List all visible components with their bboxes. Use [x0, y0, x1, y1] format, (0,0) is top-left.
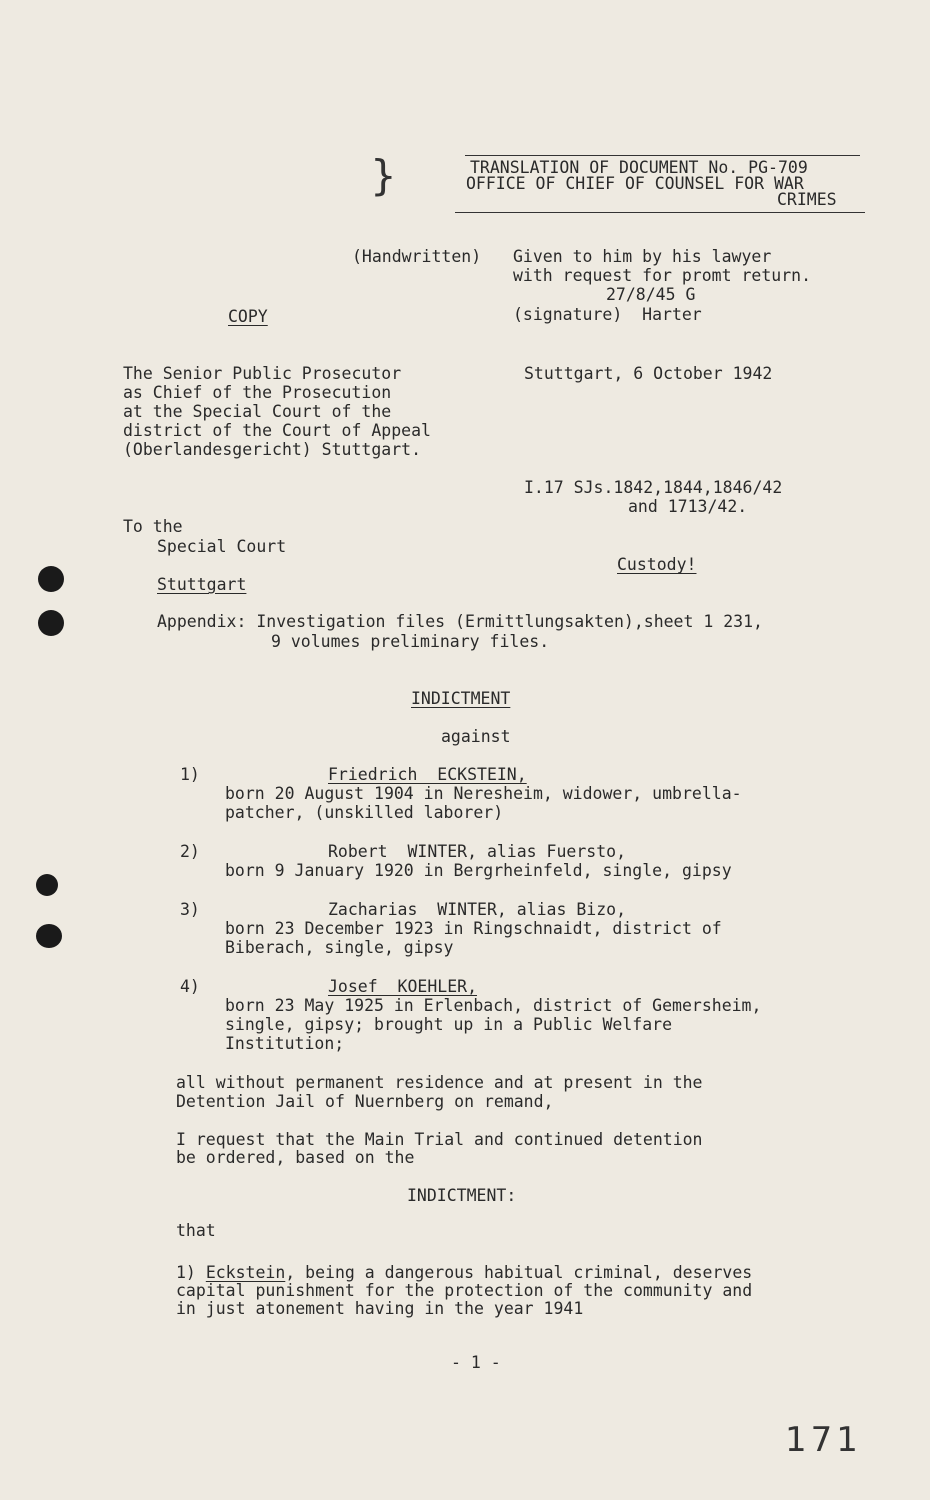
defendant-4-line-1: born 23 May 1925 in Erlenbach, district of Gemersheim, [225, 996, 762, 1015]
header-line-3: CRIMES [777, 190, 837, 209]
handwritten-line-1: Given to him by his lawyer [513, 247, 772, 266]
page-number: - 1 - [451, 1353, 501, 1372]
defendant-1-name: Friedrich ECKSTEIN, [328, 765, 527, 784]
reference-line-2: and 1713/42. [628, 497, 748, 516]
recipient-line-1: To the [123, 517, 183, 536]
count-1-line-1 [176, 1263, 752, 1282]
punch-hole-lower-a [36, 874, 58, 896]
archive-number: 171 [785, 1420, 862, 1460]
punch-hole-bottom [38, 610, 64, 636]
residence-line-2: Detention Jail of Nuernberg on remand, [176, 1092, 554, 1111]
defendant-2-number: 2) [180, 842, 200, 861]
custody-label: Custody! [617, 555, 697, 574]
header-line-1: TRANSLATION OF DOCUMENT No. PG-709 [470, 158, 808, 177]
handwritten-line-3: 27/8/45 G [606, 285, 696, 304]
document-title: INDICTMENT [411, 689, 511, 708]
count-1-name: Eckstein [205, 1263, 286, 1282]
copy-label: COPY [228, 307, 268, 326]
handwritten-line-4: (signature) Harter [513, 305, 702, 324]
residence-line-1: all without permanent residence and at present in the [176, 1073, 703, 1092]
place-date: Stuttgart, 6 October 1942 [524, 364, 773, 383]
defendant-1-line-2: patcher, (unskilled laborer) [225, 803, 504, 822]
sender-line-4: district of the Court of Appeal [123, 421, 431, 440]
sender-line-3: at the Special Court of the [123, 402, 392, 421]
defendant-1-line-1: born 20 August 1904 in Neresheim, widower, umbrella- [225, 784, 742, 803]
request-line-1: I request that the Main Trial and continued detention [176, 1130, 703, 1149]
defendant-4-line-3: Institution; [225, 1034, 345, 1053]
indictment-heading: INDICTMENT: [407, 1186, 517, 1205]
header-line-2: OFFICE OF CHIEF OF COUNSEL FOR WAR [466, 174, 804, 193]
appendix-line-2: 9 volumes preliminary files. [271, 632, 550, 651]
defendant-3-line-2: Biberach, single, gipsy [225, 938, 454, 957]
request-line-2: be ordered, based on the [176, 1148, 415, 1167]
count-1-line-3: in just atonement having in the year 1941 [176, 1299, 584, 1318]
defendant-1-number: 1) [180, 765, 200, 784]
defendant-2-line-1: born 9 January 1920 in Bergrheinfeld, single, gipsy [225, 861, 732, 880]
recipient-line-2: Special Court [157, 537, 287, 556]
defendant-4-number: 4) [180, 977, 200, 996]
recipient-line-3: Stuttgart [157, 575, 247, 594]
sender-line-1: The Senior Public Prosecutor [123, 364, 402, 383]
sender-line-2: as Chief of the Prosecution [123, 383, 392, 402]
defendant-4-line-2: single, gipsy; brought up in a Public Welfare [225, 1015, 673, 1034]
defendant-3-line-1: born 23 December 1923 in Ringschnaidt, district of [225, 919, 722, 938]
punch-hole-top [38, 566, 64, 592]
handwritten-line-2: with request for promt return. [513, 266, 812, 285]
appendix-line-1: Appendix: Investigation files (Ermittlungsakten),sheet 1 231, [157, 612, 763, 631]
count-1-number: 1) [176, 1263, 196, 1282]
against-label: against [441, 727, 511, 746]
count-1-line-1-rest: , being a dangerous habitual criminal, deserves [285, 1263, 753, 1282]
handwritten-label: (Handwritten) [352, 247, 482, 266]
defendant-3-number: 3) [180, 900, 200, 919]
defendant-2-name: Robert WINTER, alias Fuersto, [328, 842, 627, 861]
header-rule-top [465, 155, 860, 156]
brace-mark: } [370, 151, 397, 200]
sender-line-5: (Oberlandesgericht) Stuttgart. [123, 440, 422, 459]
that-label: that [176, 1221, 216, 1240]
defendant-4-name: Josef KOEHLER, [328, 977, 478, 996]
defendant-3-name: Zacharias WINTER, alias Bizo, [328, 900, 627, 919]
count-1-line-2: capital punishment for the protection of the community and [176, 1281, 753, 1300]
reference-line-1: I.17 SJs.1842,1844,1846/42 [524, 478, 783, 497]
header-rule-bottom [455, 212, 865, 213]
punch-hole-lower-b [36, 924, 62, 948]
